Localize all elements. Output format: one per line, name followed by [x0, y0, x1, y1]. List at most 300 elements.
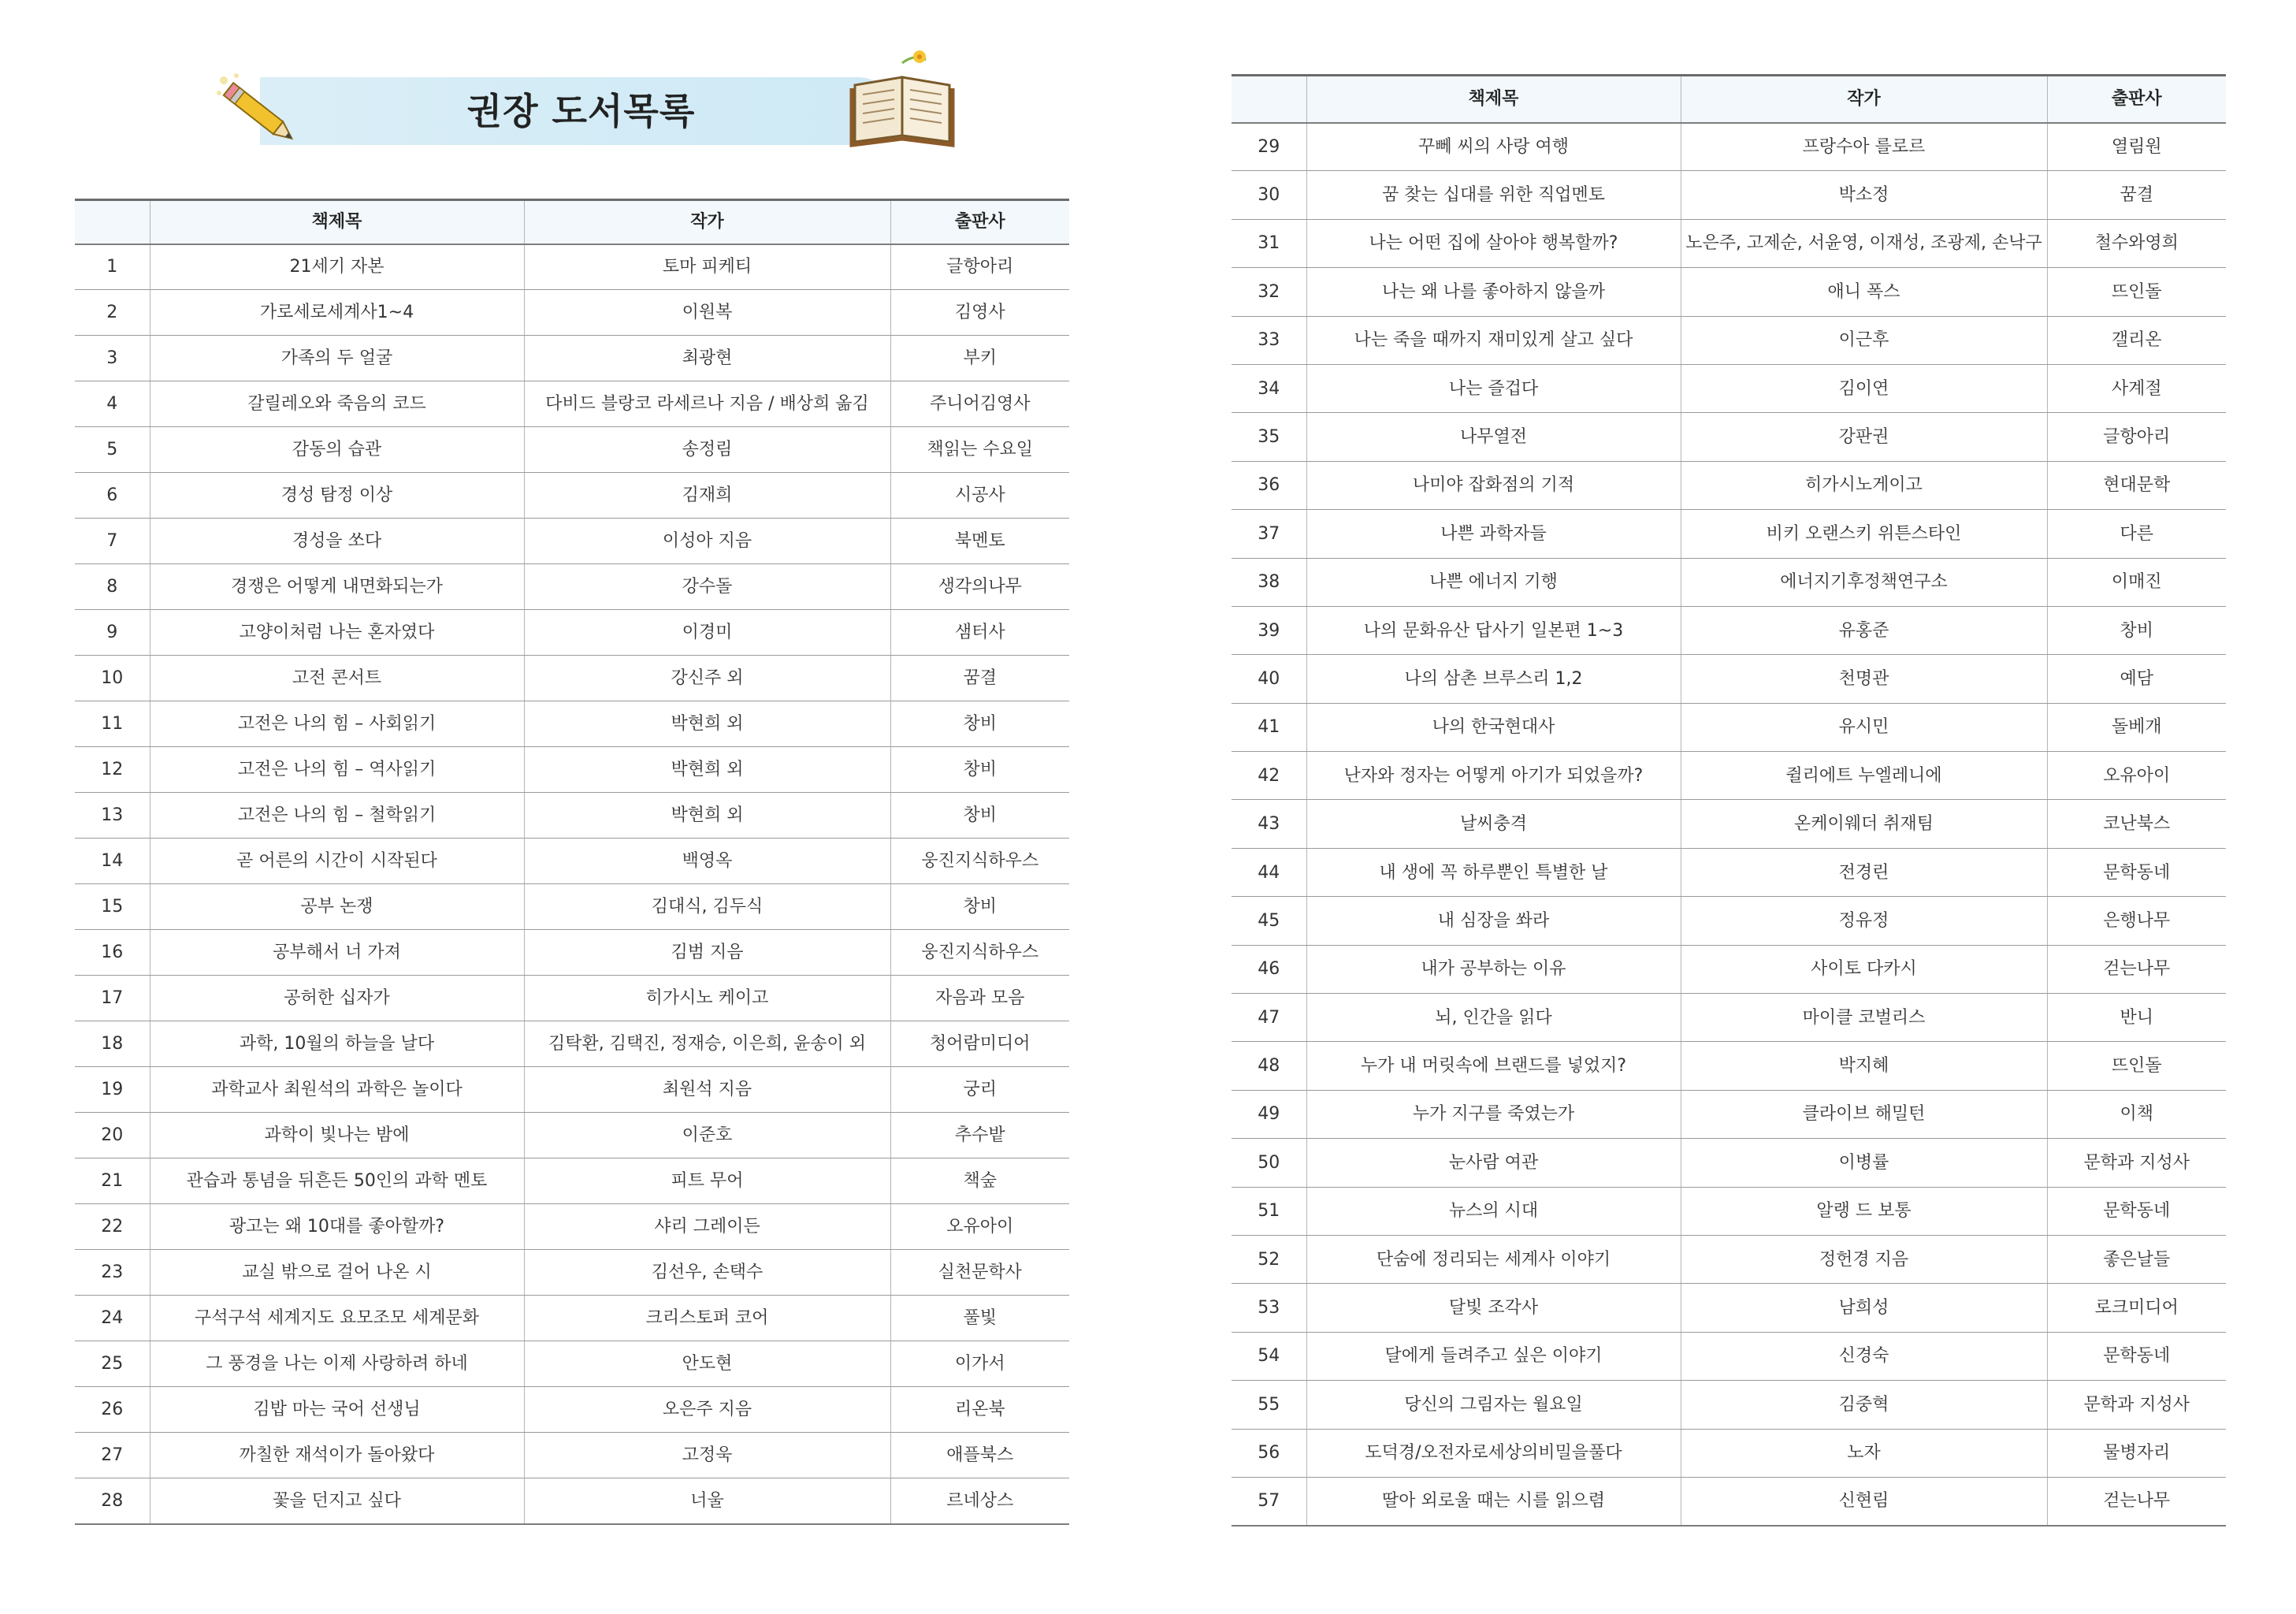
table-row: [75, 1158, 1069, 1204]
book-title-cell: 단숨에 정리되는 세계사 이야기: [1306, 1235, 1681, 1283]
table-row: [75, 884, 1069, 930]
table-row: [75, 427, 1069, 473]
book-number-cell: 49: [1232, 1090, 1306, 1138]
book-author-cell: 이경미: [524, 610, 890, 656]
book-number-cell: 53: [1232, 1284, 1306, 1332]
book-number-cell: 37: [1232, 510, 1306, 558]
table-row: [1232, 994, 2226, 1042]
book-author-cell: 박소정: [1681, 171, 2047, 219]
book-author-cell: 알랭 드 보통: [1681, 1187, 2047, 1235]
book-number-cell: 15: [75, 884, 150, 930]
book-number-cell: 45: [1232, 897, 1306, 945]
book-author-cell: 천명관: [1681, 655, 2047, 703]
book-title-cell: 나는 죽을 때까지 재미있게 살고 싶다: [1306, 316, 1681, 364]
book-publisher-cell: 철수와영희: [2047, 219, 2226, 267]
book-title-cell: 나의 삼촌 브루스리 1,2: [1306, 655, 1681, 703]
book-title-cell: 꿈 찾는 십대를 위한 직업멘토: [1306, 171, 1681, 219]
table-row: [1232, 510, 2226, 558]
table-row: [1232, 945, 2226, 993]
book-publisher-cell: 풀빛: [890, 1296, 1069, 1341]
book-publisher-cell: 열림원: [2047, 123, 2226, 171]
book-publisher-cell: 청어람미디어: [890, 1021, 1069, 1067]
book-author-cell: 김재희: [524, 473, 890, 519]
table-row: [1232, 316, 2226, 364]
book-title-cell: 고전 콘서트: [150, 656, 524, 701]
book-publisher-cell: 창비: [890, 747, 1069, 793]
book-title-cell: 공허한 십자가: [150, 976, 524, 1021]
book-publisher-cell: 현대문학: [2047, 461, 2226, 509]
book-title-cell: 나쁜 과학자들: [1306, 510, 1681, 558]
table-row: [75, 976, 1069, 1021]
book-list-table-right: [1232, 74, 2226, 1527]
book-title-cell: 과학, 10월의 하늘을 날다: [150, 1021, 524, 1067]
book-publisher-cell: 꿈결: [2047, 171, 2226, 219]
book-number-cell: 23: [75, 1250, 150, 1296]
book-title-cell: 누가 지구를 죽였는가: [1306, 1090, 1681, 1138]
table-row: [1232, 123, 2226, 171]
table-row: [75, 793, 1069, 839]
table-row: [1232, 1187, 2226, 1235]
table-row: [1232, 364, 2226, 412]
table-row: [75, 1067, 1069, 1113]
book-number-cell: 52: [1232, 1235, 1306, 1283]
book-title-cell: 김밥 마는 국어 선생님: [150, 1387, 524, 1433]
table-row: [1232, 897, 2226, 945]
table-row: [1232, 219, 2226, 267]
book-publisher-cell: 책숲: [890, 1158, 1069, 1204]
book-title-cell: 나의 문화유산 답사기 일본편 1~3: [1306, 606, 1681, 654]
table-row: [75, 930, 1069, 976]
pencil-icon: [213, 69, 307, 156]
book-title-cell: 21세기 자본: [150, 244, 524, 290]
book-publisher-cell: 자음과 모음: [890, 976, 1069, 1021]
book-number-cell: 5: [75, 427, 150, 473]
book-author-cell: 유홍준: [1681, 606, 2047, 654]
book-title-cell: 나의 한국현대사: [1306, 703, 1681, 751]
table-row: [1232, 752, 2226, 800]
table-row: [75, 701, 1069, 747]
book-publisher-cell: 창비: [2047, 606, 2226, 654]
book-number-cell: 48: [1232, 1042, 1306, 1090]
book-title-cell: 당신의 그림자는 월요일: [1306, 1381, 1681, 1429]
book-title-cell: 내가 공부하는 이유: [1306, 945, 1681, 993]
book-number-cell: 18: [75, 1021, 150, 1067]
book-author-cell: 에너지기후정책연구소: [1681, 558, 2047, 606]
book-title-cell: 구석구석 세계지도 요모조모 세계문화: [150, 1296, 524, 1341]
book-number-cell: 31: [1232, 219, 1306, 267]
book-publisher-cell: 다른: [2047, 510, 2226, 558]
book-publisher-cell: 사계절: [2047, 364, 2226, 412]
book-number-cell: 51: [1232, 1187, 1306, 1235]
book-number-cell: 47: [1232, 994, 1306, 1042]
book-number-cell: 12: [75, 747, 150, 793]
book-publisher-cell: 북멘토: [890, 519, 1069, 564]
table-row: [1232, 1332, 2226, 1380]
book-publisher-cell: 실천문학사: [890, 1250, 1069, 1296]
book-author-cell: 신경숙: [1681, 1332, 2047, 1380]
book-author-cell: 이성아 지음: [524, 519, 890, 564]
book-author-cell: 피트 무어: [524, 1158, 890, 1204]
book-title-cell: 도덕경/오전자로세상의비밀을풀다: [1306, 1429, 1681, 1477]
book-publisher-cell: 문학동네: [2047, 1332, 2226, 1380]
table-row: [1232, 1477, 2226, 1525]
book-title-cell: 고전은 나의 힘 – 사회읽기: [150, 701, 524, 747]
book-publisher-cell: 뜨인돌: [2047, 268, 2226, 316]
book-author-cell: 오은주 지음: [524, 1387, 890, 1433]
book-publisher-cell: 창비: [890, 793, 1069, 839]
book-author-cell: 이준호: [524, 1113, 890, 1158]
book-author-cell: 김대식, 김두식: [524, 884, 890, 930]
table-row: [1232, 1090, 2226, 1138]
book-author-cell: 남희성: [1681, 1284, 2047, 1332]
book-title-cell: 경성을 쏘다: [150, 519, 524, 564]
book-author-cell: 박현희 외: [524, 747, 890, 793]
book-number-cell: 27: [75, 1433, 150, 1478]
book-title-cell: 고전은 나의 힘 – 역사읽기: [150, 747, 524, 793]
book-publisher-cell: 은행나무: [2047, 897, 2226, 945]
book-author-cell: 송정림: [524, 427, 890, 473]
book-publisher-cell: 웅진지식하우스: [890, 930, 1069, 976]
book-number-cell: 11: [75, 701, 150, 747]
book-publisher-cell: 문학동네: [2047, 1187, 2226, 1235]
book-publisher-cell: 오유아이: [890, 1204, 1069, 1250]
book-number-cell: 46: [1232, 945, 1306, 993]
book-number-cell: 16: [75, 930, 150, 976]
book-author-cell: 유시민: [1681, 703, 2047, 751]
book-author-cell: 전경린: [1681, 848, 2047, 896]
book-author-cell: 노은주, 고제순, 서윤영, 이재성, 조광제, 손낙구: [1681, 219, 2047, 267]
book-title-cell: 나는 즐겁다: [1306, 364, 1681, 412]
book-author-cell: 최원석 지음: [524, 1067, 890, 1113]
book-number-cell: 7: [75, 519, 150, 564]
book-author-cell: 박현희 외: [524, 793, 890, 839]
table-row: [75, 473, 1069, 519]
book-author-cell: 히가시노 케이고: [524, 976, 890, 1021]
book-author-cell: 정헌경 지음: [1681, 1235, 2047, 1283]
book-publisher-cell: 이책: [2047, 1090, 2226, 1138]
book-title-cell: 고전은 나의 힘 – 철학읽기: [150, 793, 524, 839]
book-publisher-cell: 좋은날들: [2047, 1235, 2226, 1283]
book-title-cell: 가로세로세계사1~4: [150, 290, 524, 336]
book-title-cell: 딸아 외로울 때는 시를 읽으렴: [1306, 1477, 1681, 1525]
table-body: [1232, 123, 2226, 1526]
table-row: [1232, 1235, 2226, 1283]
table-row: [1232, 655, 2226, 703]
book-number-cell: 54: [1232, 1332, 1306, 1380]
book-title-cell: 공부 논쟁: [150, 884, 524, 930]
book-title-cell: 가족의 두 얼굴: [150, 336, 524, 381]
table-row: [75, 610, 1069, 656]
book-number-cell: 34: [1232, 364, 1306, 412]
book-author-cell: 김이연: [1681, 364, 2047, 412]
table-row: [1232, 848, 2226, 896]
book-number-cell: 56: [1232, 1429, 1306, 1477]
book-number-cell: 22: [75, 1204, 150, 1250]
book-title-cell: 나쁜 에너지 기행: [1306, 558, 1681, 606]
book-author-cell: 샤리 그레이든: [524, 1204, 890, 1250]
book-author-cell: 김탁환, 김택진, 정재승, 이은희, 윤송이 외: [524, 1021, 890, 1067]
table-row: [1232, 1284, 2226, 1332]
book-publisher-cell: 시공사: [890, 473, 1069, 519]
table-row: [75, 1341, 1069, 1387]
book-title-cell: 경성 탐정 이상: [150, 473, 524, 519]
table-row: [1232, 1429, 2226, 1477]
book-publisher-cell: 추수밭: [890, 1113, 1069, 1158]
table-row: [1232, 558, 2226, 606]
book-author-cell: 김선우, 손택수: [524, 1250, 890, 1296]
book-title-cell: 고양이처럼 나는 혼자였다: [150, 610, 524, 656]
book-title-cell: 달에게 들려주고 싶은 이야기: [1306, 1332, 1681, 1380]
book-author-cell: 강판권: [1681, 413, 2047, 461]
book-number-cell: 40: [1232, 655, 1306, 703]
book-number-cell: 4: [75, 381, 150, 427]
table-row: [75, 1433, 1069, 1478]
table-header-row: [1232, 76, 2226, 123]
book-number-cell: 41: [1232, 703, 1306, 751]
book-publisher-cell: 물병자리: [2047, 1429, 2226, 1477]
book-number-cell: 24: [75, 1296, 150, 1341]
book-author-cell: 백영옥: [524, 839, 890, 884]
book-author-cell: 김중혁: [1681, 1381, 2047, 1429]
book-publisher-cell: 주니어김영사: [890, 381, 1069, 427]
table-row: [75, 244, 1069, 290]
book-number-cell: 17: [75, 976, 150, 1021]
book-publisher-cell: 생각의나무: [890, 564, 1069, 610]
book-author-cell: 히가시노게이고: [1681, 461, 2047, 509]
book-publisher-cell: 이매진: [2047, 558, 2226, 606]
book-publisher-cell: 오유아이: [2047, 752, 2226, 800]
title-banner: [213, 47, 949, 150]
title-column-header: 책제목: [1306, 76, 1681, 123]
book-publisher-cell: 걷는나무: [2047, 945, 2226, 993]
book-title-cell: 날씨충격: [1306, 800, 1681, 848]
book-author-cell: 마이클 코벌리스: [1681, 994, 2047, 1042]
book-title-cell: 교실 밖으로 걸어 나온 시: [150, 1250, 524, 1296]
book-publisher-cell: 로크미디어: [2047, 1284, 2226, 1332]
book-list-table-left: [75, 199, 1069, 1525]
book-author-cell: 고정욱: [524, 1433, 890, 1478]
book-publisher-cell: 이가서: [890, 1341, 1069, 1387]
table-row: [75, 1296, 1069, 1341]
book-author-cell: 정유정: [1681, 897, 2047, 945]
table-row: [75, 1250, 1069, 1296]
table-row: [75, 839, 1069, 884]
table-row: [1232, 1042, 2226, 1090]
book-title-cell: 나는 어떤 집에 살아야 행복할까?: [1306, 219, 1681, 267]
table-row: [75, 564, 1069, 610]
book-number-cell: 32: [1232, 268, 1306, 316]
book-number-cell: 29: [1232, 123, 1306, 171]
book-publisher-cell: 창비: [890, 884, 1069, 930]
book-number-cell: 43: [1232, 800, 1306, 848]
book-publisher-cell: 돌베개: [2047, 703, 2226, 751]
table-row: [75, 747, 1069, 793]
table-row: [75, 1204, 1069, 1250]
book-publisher-cell: 문학과 지성사: [2047, 1139, 2226, 1187]
table-row: [1232, 800, 2226, 848]
book-title-cell: 광고는 왜 10대를 좋아할까?: [150, 1204, 524, 1250]
book-title-cell: 달빛 조각사: [1306, 1284, 1681, 1332]
book-author-cell: 박현희 외: [524, 701, 890, 747]
book-number-cell: 44: [1232, 848, 1306, 896]
book-publisher-cell: 코난북스: [2047, 800, 2226, 848]
author-column-header: 작가: [524, 200, 890, 244]
author-column-header: 작가: [1681, 76, 2047, 123]
book-title-cell: 과학이 빛나는 밤에: [150, 1113, 524, 1158]
book-number-cell: 10: [75, 656, 150, 701]
book-title-cell: 누가 내 머릿속에 브랜드를 넣었지?: [1306, 1042, 1681, 1090]
book-publisher-cell: 걷는나무: [2047, 1477, 2226, 1525]
book-author-cell: 온케이웨더 취재팀: [1681, 800, 2047, 848]
book-title-cell: 갈릴레오와 죽음의 코드: [150, 381, 524, 427]
book-number-cell: 9: [75, 610, 150, 656]
table-row: [75, 381, 1069, 427]
book-number-cell: 28: [75, 1478, 150, 1524]
book-number-cell: 25: [75, 1341, 150, 1387]
book-number-cell: 42: [1232, 752, 1306, 800]
book-publisher-cell: 르네상스: [890, 1478, 1069, 1524]
book-number-cell: 14: [75, 839, 150, 884]
book-publisher-cell: 궁리: [890, 1067, 1069, 1113]
table-row: [75, 336, 1069, 381]
book-publisher-cell: 부키: [890, 336, 1069, 381]
book-number-cell: 57: [1232, 1477, 1306, 1525]
table-row: [75, 519, 1069, 564]
book-publisher-cell: 웅진지식하우스: [890, 839, 1069, 884]
book-author-cell: 강신주 외: [524, 656, 890, 701]
book-number-cell: 55: [1232, 1381, 1306, 1429]
book-number-cell: 3: [75, 336, 150, 381]
book-number-cell: 6: [75, 473, 150, 519]
book-publisher-cell: 문학동네: [2047, 848, 2226, 896]
book-number-cell: 35: [1232, 413, 1306, 461]
table-row: [1232, 268, 2226, 316]
book-title-cell: 꾸뻬 씨의 사랑 여행: [1306, 123, 1681, 171]
book-title-cell: 경쟁은 어떻게 내면화되는가: [150, 564, 524, 610]
book-publisher-cell: 뜨인돌: [2047, 1042, 2226, 1090]
table-row: [75, 1021, 1069, 1067]
book-number-cell: 8: [75, 564, 150, 610]
table-row: [1232, 413, 2226, 461]
book-title-cell: 눈사람 여관: [1306, 1139, 1681, 1187]
book-publisher-cell: 애플북스: [890, 1433, 1069, 1478]
book-number-cell: 26: [75, 1387, 150, 1433]
open-book-icon: [847, 47, 957, 150]
book-publisher-cell: 리온북: [890, 1387, 1069, 1433]
book-title-cell: 관습과 통념을 뒤흔든 50인의 과학 멘토: [150, 1158, 524, 1204]
table-row: [75, 1113, 1069, 1158]
table-row: [75, 656, 1069, 701]
publisher-column-header: 출판사: [890, 200, 1069, 244]
book-title-cell: 내 생에 꼭 하루뿐인 특별한 날: [1306, 848, 1681, 896]
book-author-cell: 비키 오랜스키 위튼스타인: [1681, 510, 2047, 558]
book-author-cell: 신현림: [1681, 1477, 2047, 1525]
table-row: [1232, 171, 2226, 219]
book-author-cell: 강수돌: [524, 564, 890, 610]
book-number-cell: 1: [75, 244, 150, 290]
book-number-cell: 50: [1232, 1139, 1306, 1187]
book-author-cell: 노자: [1681, 1429, 2047, 1477]
book-title-cell: 까칠한 재석이가 돌아왔다: [150, 1433, 524, 1478]
book-publisher-cell: 글항아리: [2047, 413, 2226, 461]
book-author-cell: 다비드 블랑코 라세르나 지음 / 배상희 옮김: [524, 381, 890, 427]
table-row: [1232, 606, 2226, 654]
book-publisher-cell: 샘터사: [890, 610, 1069, 656]
table-row: [75, 1478, 1069, 1524]
table-row: [1232, 703, 2226, 751]
book-publisher-cell: 반니: [2047, 994, 2226, 1042]
table-header-row: [75, 200, 1069, 244]
number-column-header: [1232, 76, 1306, 123]
book-title-cell: 나는 왜 나를 좋아하지 않을까: [1306, 268, 1681, 316]
book-publisher-cell: 글항아리: [890, 244, 1069, 290]
book-title-cell: 감동의 습관: [150, 427, 524, 473]
book-title-cell: 그 풍경을 나는 이제 사랑하려 하네: [150, 1341, 524, 1387]
book-number-cell: 38: [1232, 558, 1306, 606]
book-author-cell: 최광현: [524, 336, 890, 381]
book-title-cell: 공부해서 너 가져: [150, 930, 524, 976]
book-number-cell: 39: [1232, 606, 1306, 654]
publisher-column-header: 출판사: [2047, 76, 2226, 123]
book-author-cell: 크리스토퍼 코어: [524, 1296, 890, 1341]
book-author-cell: 이병률: [1681, 1139, 2047, 1187]
book-title-cell: 난자와 정자는 어떻게 아기가 되었을까?: [1306, 752, 1681, 800]
book-publisher-cell: 김영사: [890, 290, 1069, 336]
book-title-cell: 나무열전: [1306, 413, 1681, 461]
book-title-cell: 과학교사 최원석의 과학은 놀이다: [150, 1067, 524, 1113]
book-number-cell: 33: [1232, 316, 1306, 364]
table-row: [1232, 1139, 2226, 1187]
book-number-cell: 21: [75, 1158, 150, 1204]
book-title-cell: 꽃을 던지고 싶다: [150, 1478, 524, 1524]
book-author-cell: 이원복: [524, 290, 890, 336]
book-number-cell: 36: [1232, 461, 1306, 509]
book-number-cell: 13: [75, 793, 150, 839]
book-author-cell: 사이토 다카시: [1681, 945, 2047, 993]
book-author-cell: 애니 폭스: [1681, 268, 2047, 316]
book-number-cell: 2: [75, 290, 150, 336]
table-row: [75, 1387, 1069, 1433]
book-author-cell: 클라이브 해밀턴: [1681, 1090, 2047, 1138]
book-author-cell: 박지혜: [1681, 1042, 2047, 1090]
table-row: [1232, 461, 2226, 509]
book-publisher-cell: 꿈결: [890, 656, 1069, 701]
book-number-cell: 20: [75, 1113, 150, 1158]
book-number-cell: 30: [1232, 171, 1306, 219]
page-title: 권장 도서목록: [466, 90, 696, 132]
book-title-cell: 뉴스의 시대: [1306, 1187, 1681, 1235]
book-title-cell: 내 심장을 쏴라: [1306, 897, 1681, 945]
book-publisher-cell: 갤리온: [2047, 316, 2226, 364]
book-author-cell: 쥘리에트 누엘레니에: [1681, 752, 2047, 800]
table-row: [1232, 1381, 2226, 1429]
book-title-cell: 곧 어른의 시간이 시작된다: [150, 839, 524, 884]
table-row: [75, 290, 1069, 336]
book-author-cell: 토마 피케티: [524, 244, 890, 290]
book-title-cell: 나미야 잡화점의 기적: [1306, 461, 1681, 509]
table-body: [75, 244, 1069, 1524]
book-author-cell: 안도현: [524, 1341, 890, 1387]
book-number-cell: 19: [75, 1067, 150, 1113]
book-publisher-cell: 문학과 지성사: [2047, 1381, 2226, 1429]
book-publisher-cell: 예담: [2047, 655, 2226, 703]
book-publisher-cell: 창비: [890, 701, 1069, 747]
book-author-cell: 너울: [524, 1478, 890, 1524]
title-column-header: 책제목: [150, 200, 524, 244]
book-author-cell: 프랑수아 를로르: [1681, 123, 2047, 171]
book-author-cell: 김범 지음: [524, 930, 890, 976]
book-author-cell: 이근후: [1681, 316, 2047, 364]
